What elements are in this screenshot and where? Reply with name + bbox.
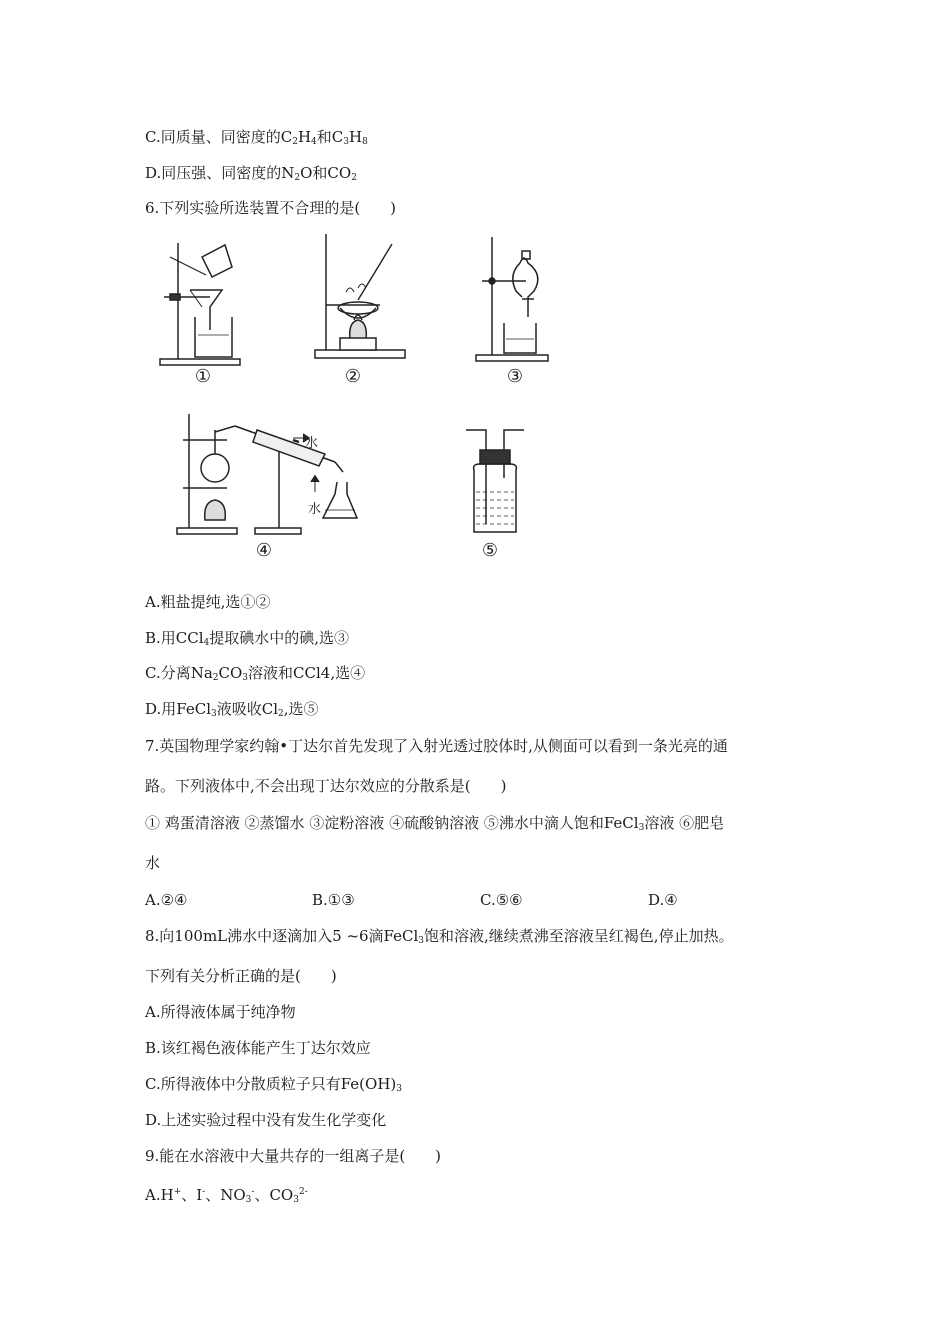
q9-stem: 9.能在水溶液中大量共存的一组离子是( ) — [145, 1147, 442, 1165]
apparatus-distillation-figure — [175, 410, 375, 544]
apparatus-evaporation-figure — [310, 230, 410, 374]
q7-option-b: B.①③ — [312, 891, 355, 909]
q7-stem-line-1: 7.英国物理学家约翰•丁达尔首先发现了入射光透过胶体时,从侧面可以看到一条光亮的通 — [145, 737, 728, 755]
q8-option-a: A.所得液体属于纯净物 — [145, 1003, 296, 1021]
q7-stem-line-2: 路。下列液体中,不会出现丁达尔效应的分散系是( ) — [145, 777, 507, 795]
q6-stem: 6.下列实验所选装置不合理的是( ) — [145, 199, 397, 217]
q6-option-d: D.用FeCl$_3$液吸收$Cl_2$,选⑤ — [145, 700, 319, 719]
q6-option-b: B.用CCl$_4$提取碘水中的碘,选③ — [145, 629, 350, 648]
figure-label-3: ③ — [506, 366, 524, 387]
q9-option-a: A.H+、I-、$NO_3^-$、$CO_3^{2-}$ — [145, 1186, 308, 1205]
q7-option-c: C.⑤⑥ — [480, 891, 523, 909]
figure-label-2: ② — [344, 366, 362, 387]
water-outlet-label: 水 — [305, 436, 319, 451]
apparatus-separatory-funnel-figure — [470, 233, 560, 372]
q5-option-d: D.同压强、同密度的$N_2O$和$CO_2$ — [145, 164, 357, 183]
water-inlet-label: 水 — [308, 502, 322, 517]
q7-option-a: A.②④ — [145, 891, 188, 909]
q8-option-b: B.该红褐色液体能产生丁达尔效应 — [145, 1039, 371, 1057]
q8-option-c: C.所得液体中分散质粒子只有$Fe(OH)_3$ — [145, 1075, 402, 1094]
q8-stem-line-1: 8.向100mL沸水中逐滴加入5 ~6滴FeCl$_3$饱和溶液,继续煮沸至溶液呈红褐色,停止加热。 — [145, 927, 734, 946]
figure-label-4: ④ — [255, 540, 273, 561]
q8-option-d: D.上述实验过程中没有发生化学变化 — [145, 1111, 387, 1129]
q6-option-a: A.粗盐提纯,选①② — [145, 593, 271, 611]
q5-option-c: C.同质量、同密度的$C_2H_4$和$C_3H_8$ — [145, 128, 368, 147]
apparatus-gas-washing-bottle-figure — [460, 420, 530, 544]
q7-items-continued: 水 — [145, 854, 161, 872]
q7-option-d: D.④ — [648, 891, 678, 909]
q7-items: ① 鸡蛋清溶液 ②蒸馏水 ③淀粉溶液 ④硫酸钠溶液 ⑤沸水中滴人饱和FeCl$_3$溶液 ⑥肥皂 — [145, 814, 725, 833]
figure-label-5: ⑤ — [481, 540, 499, 561]
figure-label-1: ① — [194, 366, 212, 387]
q6-option-c: C.分离$Na_2CO_3$溶液和CCl4,选④ — [145, 664, 366, 683]
q8-stem-line-2: 下列有关分析正确的是( ) — [145, 967, 337, 985]
apparatus-filtration-figure — [150, 235, 250, 374]
